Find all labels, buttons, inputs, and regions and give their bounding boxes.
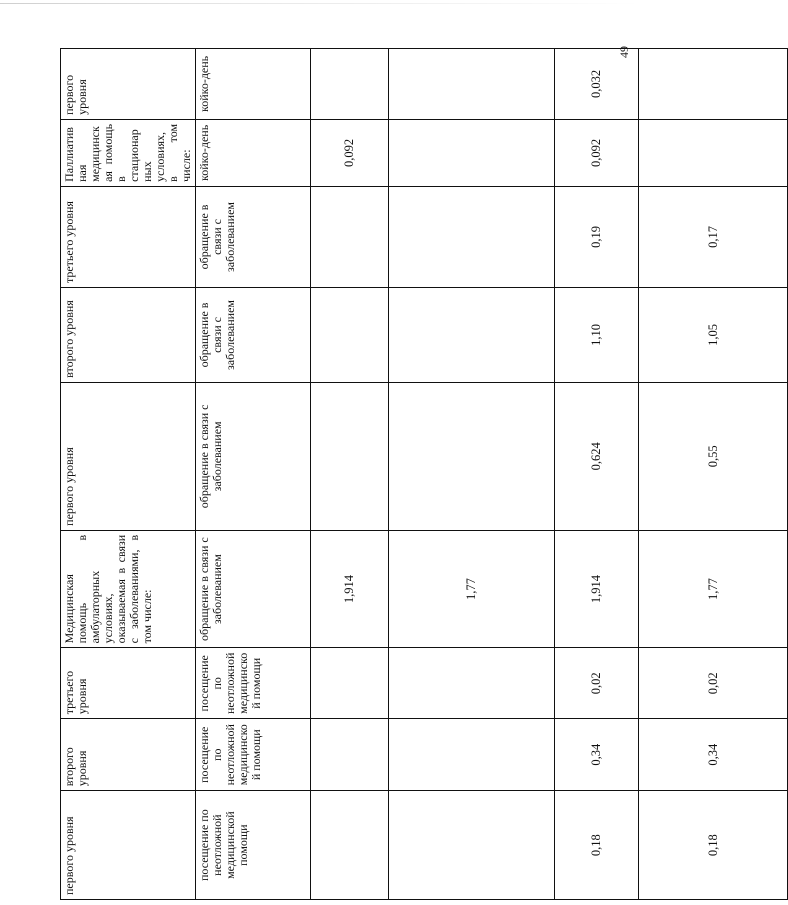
table-cell: 0,032 [555,49,639,120]
table-cell: 0,17 [639,186,788,287]
table-cell: 0,19 [555,186,639,287]
table-cell [389,49,555,120]
table-cell: Паллиативная медицинская помощь в стационарных условиях, в том числе: [61,119,196,186]
row-column-3 [311,49,389,900]
table-cell: 1,10 [555,288,639,383]
table-cell [311,791,389,900]
table-cell: третьего уровня [61,648,196,719]
table-cell: первого уровня [61,49,196,120]
table-cell [311,288,389,383]
table-cell: 0,34 [639,719,788,791]
table-cell: второго уровня [61,288,196,383]
table-cell [389,288,555,383]
table-cell: обращение в связи с заболеванием [196,288,311,383]
table-cell: 0,092 [555,119,639,186]
table-cell [311,648,389,719]
table-cell: Медицинская помощь в амбулаторных условиях, оказываемая в связи с заболеваниями, в том числе: [61,530,196,648]
table-cell: третьего уровня [61,186,196,287]
table-cell [389,119,555,186]
table-cell: обращение в связи с заболеванием [196,530,311,648]
table-cell: 1,77 [389,530,555,648]
table-cell: 0,624 [555,382,639,530]
table-cell: койко-день [196,119,311,186]
table-cell: посещение по неотложной медицинской помощи [196,648,311,719]
table-cell [389,648,555,719]
table-cell: обращение в связи с заболеванием [196,186,311,287]
table-cell: 0,092 [311,119,389,186]
row-column-1 [61,49,196,900]
table-cell: 1,914 [311,530,389,648]
table-cell [639,49,788,120]
row-column-6 [639,49,788,900]
table-cell [639,119,788,186]
table-cell: 1,77 [639,530,788,648]
table-cell: 0,02 [639,648,788,719]
table-cell [311,49,389,120]
table-cell: 0,02 [555,648,639,719]
table-cell: первого уровня [61,382,196,530]
row-column-5 [555,49,639,900]
table-cell [389,791,555,900]
table-cell [389,186,555,287]
table-cell: 0,55 [639,382,788,530]
table-cell [311,719,389,791]
table-cell: 0,18 [639,791,788,900]
table-cell [311,382,389,530]
row-column-4 [389,49,555,900]
table-cell: обращение в связи с заболеванием [196,382,311,530]
volume-norms-table [60,48,788,900]
table-cell: 1,05 [639,288,788,383]
table-cell: 0,18 [555,791,639,900]
row-column-2 [196,49,311,900]
table-cell: первого уровня [61,791,196,900]
table-cell [389,382,555,530]
table-cell [311,186,389,287]
table-cell [389,719,555,791]
table-cell: посещение по неотложной медицинской помощи [196,791,311,900]
table-cell: 0,34 [555,719,639,791]
page-number: 49 [617,46,631,58]
scan-edge-line [0,3,640,4]
table-cell: 1,914 [555,530,639,648]
table-cell: койко-день [196,49,311,120]
table-cell: посещение по неотложной медицинской помощи [196,719,311,791]
table-cell: второго уровня [61,719,196,791]
